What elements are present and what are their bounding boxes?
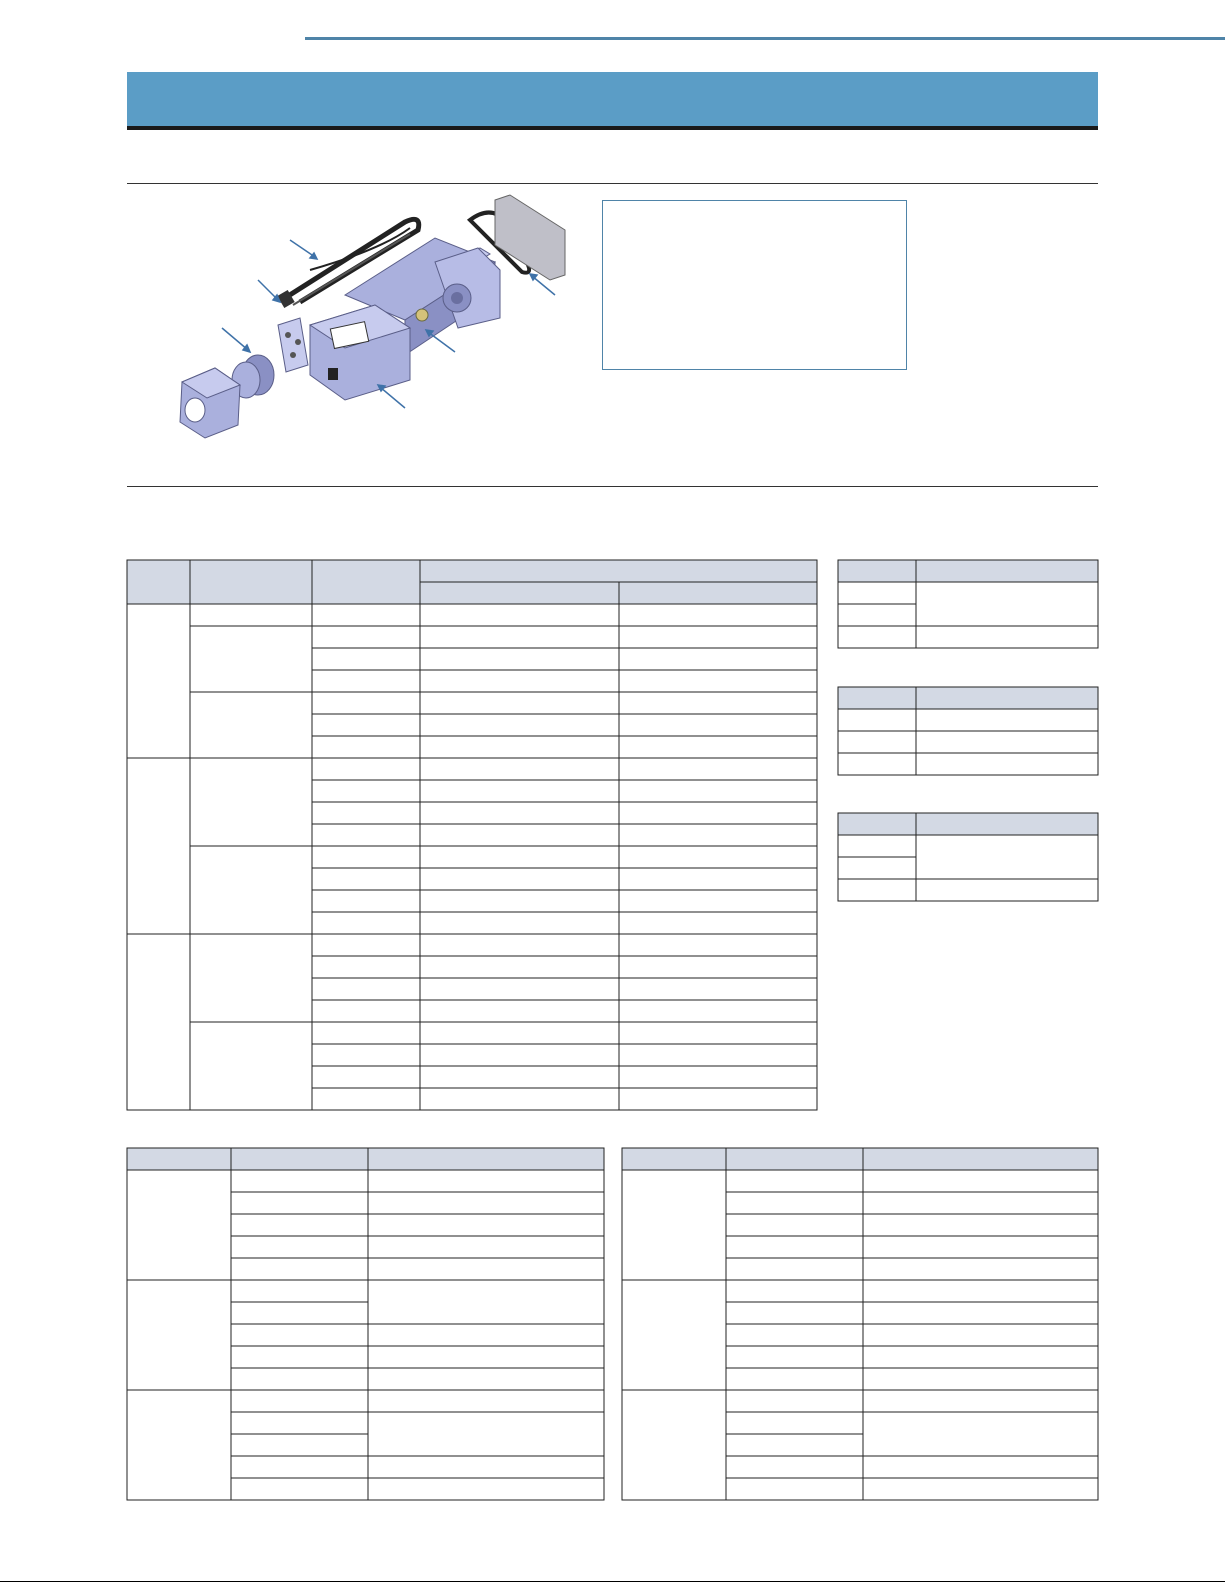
table-cell	[312, 714, 420, 736]
header-cell	[838, 560, 916, 582]
exploded-parts-diagram	[160, 190, 580, 440]
table-cell	[231, 1390, 368, 1412]
header-cell	[312, 560, 420, 604]
table-cell	[312, 868, 420, 890]
table-cell	[838, 879, 916, 901]
table-cell	[726, 1214, 863, 1236]
table-cell	[619, 934, 817, 956]
header-cell	[622, 1148, 726, 1170]
table-cell	[312, 912, 420, 934]
table-cell	[420, 780, 619, 802]
header-cell	[127, 560, 190, 604]
table-cell	[420, 1066, 619, 1088]
table-cell	[863, 1214, 1098, 1236]
table-cell	[726, 1412, 863, 1434]
table-cell	[619, 1044, 817, 1066]
table-cell	[312, 978, 420, 1000]
table-cell	[420, 846, 619, 868]
merged-cell	[622, 1170, 726, 1280]
table-cell	[312, 604, 420, 626]
header-cell	[863, 1148, 1098, 1170]
table-cell	[231, 1192, 368, 1214]
table-cell	[420, 626, 619, 648]
table-cell	[312, 934, 420, 956]
table-cell	[726, 1368, 863, 1390]
table-cell	[838, 604, 916, 626]
table-cell	[368, 1214, 604, 1236]
table-cell	[312, 824, 420, 846]
header-cell	[916, 687, 1098, 709]
table-cell	[231, 1478, 368, 1500]
table-cell	[312, 670, 420, 692]
table-cell	[838, 753, 916, 775]
merged-cell	[190, 626, 312, 692]
table-cell	[368, 1346, 604, 1368]
table-cell	[619, 868, 817, 890]
table-cell	[726, 1434, 863, 1456]
merged-cell	[190, 604, 312, 626]
table-cell	[726, 1346, 863, 1368]
table-cell	[312, 758, 420, 780]
table-cell	[838, 857, 916, 879]
table-cell	[619, 670, 817, 692]
table-cell	[368, 1192, 604, 1214]
table-cell	[838, 731, 916, 753]
bracket-icon	[278, 318, 308, 372]
merged-cell	[127, 758, 190, 934]
note-box	[602, 200, 907, 370]
main-spec-table	[127, 560, 817, 1115]
table-cell	[838, 709, 916, 731]
table-cell	[619, 802, 817, 824]
table-cell	[619, 626, 817, 648]
table-cell	[231, 1368, 368, 1390]
section-rule-top	[127, 183, 1098, 184]
table-cell	[231, 1434, 368, 1456]
top-accent-rule	[305, 37, 1225, 40]
table-cell	[619, 1088, 817, 1110]
table-cell	[619, 824, 817, 846]
table-cell	[420, 824, 619, 846]
table-cell	[726, 1280, 863, 1302]
table-cell	[863, 1390, 1098, 1412]
table-cell	[916, 753, 1098, 775]
merged-cell	[190, 758, 312, 846]
table-cell	[420, 1000, 619, 1022]
table-cell	[312, 1000, 420, 1022]
table-cell	[368, 1236, 604, 1258]
merged-cell	[368, 1280, 604, 1324]
side-table-3	[838, 813, 1098, 903]
table-cell	[368, 1258, 604, 1280]
header-cell	[916, 813, 1098, 835]
table-cell	[420, 692, 619, 714]
table-cell	[231, 1214, 368, 1236]
table-cell	[863, 1368, 1098, 1390]
merged-cell	[368, 1412, 604, 1456]
header-cell	[190, 560, 312, 604]
table-cell	[368, 1368, 604, 1390]
table-cell	[420, 890, 619, 912]
merged-cell	[863, 1412, 1098, 1456]
merged-cell	[190, 934, 312, 1022]
merged-cell	[190, 846, 312, 934]
table-cell	[726, 1170, 863, 1192]
table-cell	[863, 1346, 1098, 1368]
table-cell	[312, 956, 420, 978]
table-cell	[420, 1022, 619, 1044]
table-cell	[231, 1324, 368, 1346]
table-cell	[231, 1346, 368, 1368]
table-cell	[916, 709, 1098, 731]
merged-cell	[127, 934, 190, 1110]
table-cell	[619, 736, 817, 758]
table-cell	[312, 780, 420, 802]
merged-cell	[916, 582, 1098, 626]
header-cell	[420, 582, 619, 604]
table-cell	[312, 890, 420, 912]
table-cell	[312, 1088, 420, 1110]
merged-cell	[127, 604, 190, 758]
table-cell	[726, 1236, 863, 1258]
header-cell	[838, 813, 916, 835]
table-cell	[726, 1478, 863, 1500]
table-cell	[420, 1044, 619, 1066]
header-cell	[127, 1148, 231, 1170]
table-cell	[312, 626, 420, 648]
table-cell	[863, 1302, 1098, 1324]
table-cell	[726, 1258, 863, 1280]
table-cell	[619, 956, 817, 978]
table-cell	[368, 1478, 604, 1500]
table-cell	[420, 758, 619, 780]
motor-cover-icon	[180, 368, 240, 438]
table-cell	[368, 1456, 604, 1478]
merged-cell	[916, 835, 1098, 879]
header-cell	[420, 560, 817, 582]
table-cell	[838, 626, 916, 648]
fitting-icon	[416, 309, 428, 321]
table-cell	[863, 1456, 1098, 1478]
table-cell	[368, 1324, 604, 1346]
table-cell	[916, 879, 1098, 901]
table-cell	[420, 736, 619, 758]
section-rule-bottom	[127, 486, 1098, 487]
table-cell	[420, 912, 619, 934]
bottom-table-left	[127, 1148, 604, 1502]
table-cell	[312, 1066, 420, 1088]
table-cell	[619, 604, 817, 626]
table-cell	[619, 648, 817, 670]
table-cell	[231, 1170, 368, 1192]
merged-cell	[127, 1390, 231, 1500]
merged-cell	[190, 692, 312, 758]
table-cell	[726, 1456, 863, 1478]
table-cell	[726, 1302, 863, 1324]
table-cell	[312, 802, 420, 824]
merged-cell	[622, 1280, 726, 1390]
table-cell	[368, 1170, 604, 1192]
table-cell	[726, 1324, 863, 1346]
table-cell	[863, 1170, 1098, 1192]
bottom-table-right	[622, 1148, 1098, 1502]
table-cell	[420, 604, 619, 626]
table-cell	[420, 934, 619, 956]
table-cell	[619, 912, 817, 934]
table-cell	[312, 1022, 420, 1044]
table-cell	[420, 956, 619, 978]
merged-cell	[190, 1022, 312, 1110]
table-cell	[420, 978, 619, 1000]
header-cell	[916, 560, 1098, 582]
table-cell	[420, 670, 619, 692]
table-cell	[312, 846, 420, 868]
table-cell	[619, 1066, 817, 1088]
section-header-underline	[127, 126, 1098, 130]
pulley-plate-icon	[495, 195, 565, 280]
header-cell	[838, 687, 916, 709]
side-table-2	[838, 687, 1098, 777]
table-cell	[863, 1236, 1098, 1258]
table-cell	[420, 802, 619, 824]
side-table-1	[838, 560, 1098, 650]
table-cell	[863, 1192, 1098, 1214]
table-cell	[312, 1044, 420, 1066]
table-cell	[619, 1022, 817, 1044]
table-cell	[916, 731, 1098, 753]
merged-cell	[622, 1390, 726, 1500]
table-cell	[726, 1390, 863, 1412]
table-cell	[619, 758, 817, 780]
table-cell	[619, 692, 817, 714]
header-cell	[619, 582, 817, 604]
section-header-banner	[127, 72, 1098, 126]
table-cell	[619, 780, 817, 802]
table-cell	[312, 736, 420, 758]
table-cell	[420, 648, 619, 670]
table-cell	[231, 1412, 368, 1434]
header-cell	[368, 1148, 604, 1170]
table-cell	[619, 1000, 817, 1022]
merged-cell	[127, 1280, 231, 1390]
table-cell	[863, 1324, 1098, 1346]
table-cell	[619, 890, 817, 912]
table-cell	[312, 648, 420, 670]
table-cell	[231, 1258, 368, 1280]
table-cell	[420, 714, 619, 736]
motor-unit-icon	[310, 305, 410, 400]
table-cell	[231, 1236, 368, 1258]
table-cell	[368, 1390, 604, 1412]
table-cell	[420, 1088, 619, 1110]
header-cell	[726, 1148, 863, 1170]
table-cell	[231, 1280, 368, 1302]
table-cell	[231, 1456, 368, 1478]
table-cell	[619, 846, 817, 868]
table-cell	[420, 868, 619, 890]
table-cell	[838, 582, 916, 604]
table-cell	[863, 1258, 1098, 1280]
table-cell	[619, 978, 817, 1000]
table-cell	[863, 1478, 1098, 1500]
table-cell	[312, 692, 420, 714]
merged-cell	[127, 1170, 231, 1280]
page-bottom-line	[0, 1581, 1225, 1582]
table-cell	[916, 626, 1098, 648]
table-cell	[838, 835, 916, 857]
table-cell	[619, 714, 817, 736]
header-cell	[231, 1148, 368, 1170]
table-cell	[231, 1302, 368, 1324]
table-cell	[863, 1280, 1098, 1302]
table-cell	[726, 1192, 863, 1214]
